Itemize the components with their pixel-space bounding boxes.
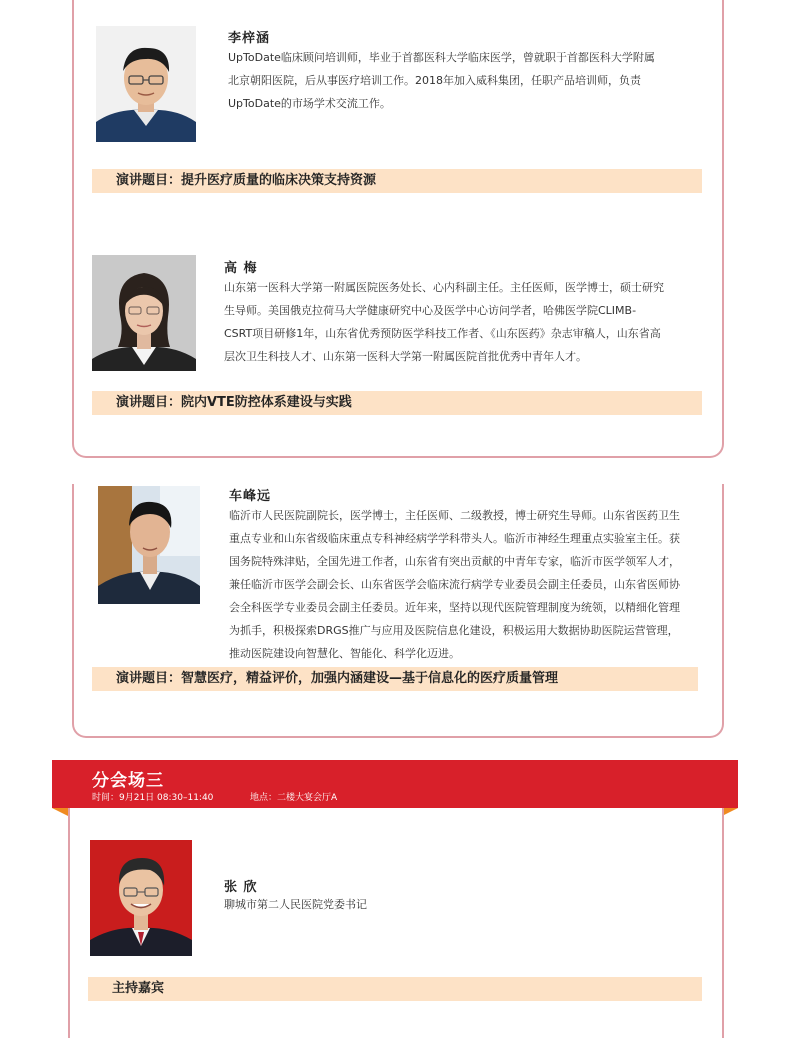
session-banner bbox=[52, 760, 738, 808]
session-title: 分会场三 bbox=[92, 771, 164, 791]
talk-topic-bar: 演讲题目：提升医疗质量的临床决策支持资源 bbox=[92, 169, 702, 193]
host-name: 张 欣 bbox=[224, 880, 258, 895]
speaker-bio: UpToDate临床顾问培训师，毕业于首都医科大学临床医学，曾就职于首都医科大学附属北京朝阳医院，后从事医疗培训工作。2018年加入威科集团，任职产品培训师，负责UpToDate的市场学术交流工作。 bbox=[228, 51, 655, 110]
host-bio: 聊城市第二人民医院党委书记 bbox=[224, 898, 367, 911]
speaker-bio: 临沂市人民医院副院长，医学博士，主任医师、二级教授，博士研究生导师。山东省医药卫生重点专业和山东省级临床重点专科神经病学学科带头人。临沂市神经生理重点实验室主任。获国务院特殊津贴，全国先进工作者，山东省有突出贡献的中青年专家，临沂市医学领军人才，兼任临沂市医学会副会长、山东省医学会临床流行病学专业委员会副主任委员，山东省医师协会全科医学专业委员会副主任委员。近年来，坚持以现代医院管理制度为统领，以精细化管理为抓手，积极探索DRGS推广与应用及医院信息化建设，积极运用大数据协助医院运营管理，推动医院建设向智慧化、智能化、科学化迈进。 bbox=[229, 509, 680, 660]
talk-topic-bar: 演讲题目：智慧医疗，精益评价，加强内涵建设—基于信息化的医疗质量管理 bbox=[92, 667, 698, 691]
speaker-photo-che-fengyuan bbox=[98, 486, 200, 604]
speaker-bio: 山东第一医科大学第一附属医院医务处长、心内科副主任。主任医师，医学博士，硕士研究生导师。美国俄克拉荷马大学健康研究中心及医学中心访问学者，哈佛医学院CLIMB-CSRT项目研修1年，山东省优秀预防医学科技工作者、《山东医药》杂志审稿人，山东省高层次卫生科技人才、山东第一医科大学第一附属医院首批优秀中青年人才。 bbox=[224, 281, 664, 363]
session-time: 时间：9月21日 08:30–11:40 bbox=[92, 793, 214, 803]
talk-topic-bar: 演讲题目：院内VTE防控体系建设与实践 bbox=[92, 391, 702, 415]
speaker-name: 李梓涵 bbox=[228, 31, 271, 46]
speaker-name: 高 梅 bbox=[224, 261, 258, 276]
banner-fold-right bbox=[722, 808, 738, 816]
session-place: 地点：二楼大宴会厅A bbox=[250, 793, 338, 803]
host-label-bar: 主持嘉宾 bbox=[88, 977, 702, 1001]
speaker-photo-gao-mei bbox=[92, 255, 196, 371]
banner-fold-left bbox=[52, 808, 68, 816]
host-photo-zhang-xin bbox=[90, 840, 192, 956]
speaker-photo-li-zihan bbox=[96, 26, 196, 142]
speaker-name: 车峰远 bbox=[229, 489, 272, 504]
